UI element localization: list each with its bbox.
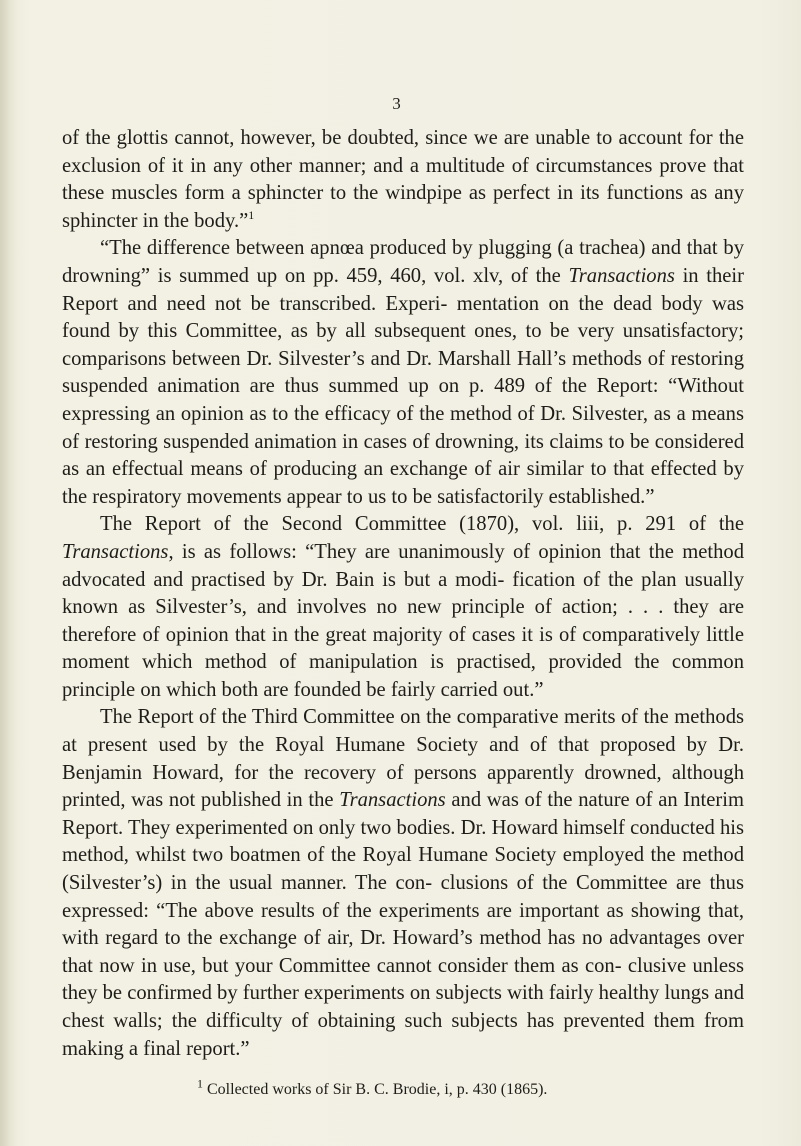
footnote-text: Collected works of Sir B. C. Brodie, i, p. 430 (1865).: [203, 1081, 548, 1098]
journal-title: Transactions: [339, 789, 446, 812]
paragraph-text: in their Report and need not be transcribed. Experi- mentation on the dead body was found by this Committee, as by all subsequent ones, to be very unsatisfactory; comparisons between Dr. Silvester’s and Dr. Marshall Hall’s methods of restoring suspended animation are thus summed up on p. 489 of the Report: “Without expressing an opinion as to the efficacy of the method of Dr. Silvester, as a means of restoring suspended animation in cases of drowning, its claims to be considered as an effectual means of producing an exchange of air similar to that effected by the respiratory movements appear to us to be satisfactorily established.”: [62, 264, 744, 508]
paragraph-text: of the glottis cannot, however, be doubted, since we are unable to account for the exclusion of it in any other manner; and a multitude of circumstances prove that these muscles form a sphincter to the windpipe as perfect in its functions as any sphincter in the body.”: [62, 127, 744, 232]
paragraph-text: , is as follows: “They are unanimously of opinion that the method advocated and practised by Dr. Bain is but a modi- fication of the plan usually known as Silvester’s, and involves no new principle of action; . . . they are therefore of opinion that in the great majority of cases it is of comparatively little moment which method of manipulation is practised, provided the common principle on which both are founded be fairly carried out.”: [62, 540, 744, 701]
page-number: 3: [392, 94, 401, 113]
paragraph-second-committee: [62, 511, 744, 704]
paragraph-glottis: [62, 125, 744, 235]
paragraph-third-committee: [62, 704, 744, 1063]
paragraph-text: and was of the nature of an Interim Report. They experimented on only two bodies. Dr. Howard himself conducted his method, whilst two boatmen of the Royal Humane Society employed the method (Silvester’s) in the usual manner. The con- clusions of the Committee are thus expressed: “The above results of the experiments are important as showing that, with regard to the exchange of air, Dr. Howard’s method has no advantages over that now in use, but your Committee cannot consider them as con- clusive unless they be confirmed by further experiments on subjects with fairly healthy lungs and chest walls; the difficulty of obtaining such subjects has prevented them from making a final report.”: [62, 789, 744, 1060]
footnote-reference: 1: [248, 207, 255, 222]
binding-shadow: [0, 0, 16, 1146]
footnote-marker: 1: [197, 1076, 203, 1091]
paragraph-text: The Report of the Second Committee (1870), vol. liii, p. 291 of the: [100, 513, 744, 536]
paragraph-text: “The difference between apnœa produced by plugging (a trachea) and that by drowning” is summed up on pp. 459, 460, vol. xlv, of the: [62, 237, 744, 287]
journal-title: Transactions: [568, 264, 675, 287]
journal-title: Transactions: [62, 540, 169, 563]
footnote: [197, 1076, 548, 1100]
body-text: [62, 125, 744, 1063]
paragraph-text: The Report of the Third Committee on the comparative merits of the methods at present used by the Royal Humane Society and of that proposed by Dr. Benjamin Howard, for the recovery of persons apparently drowned, although printed, was not published in the: [62, 706, 744, 812]
paragraph-apnoea: [62, 235, 744, 511]
